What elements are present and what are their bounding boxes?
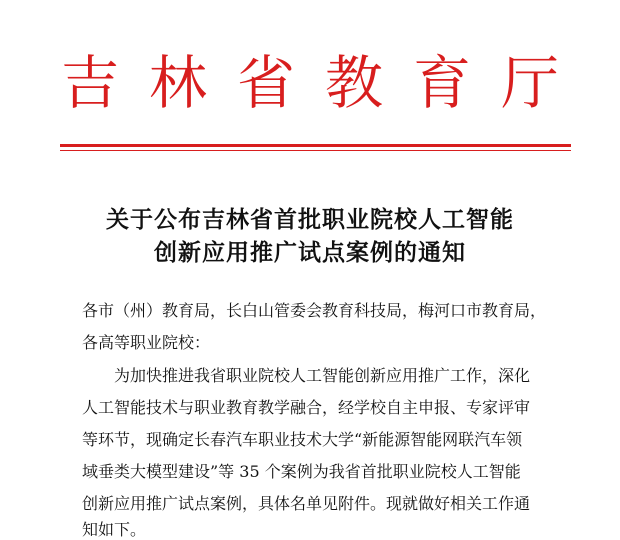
body-line-3: 等环节，现确定长春汽车职业技术大学“新能源智能网联汽车领 <box>82 430 523 449</box>
body-line-2: 人工智能技术与职业教育教学融合，经学校自主申报、专家评审 <box>82 398 531 417</box>
document-title-line-1: 关于公布吉林省首批职业院校人工智能 <box>106 206 514 233</box>
body-line-4: 域垂类大模型建设”等 35 个案例为我省首批职业院校人工智能 <box>82 462 521 481</box>
document-title-line-2: 创新应用推广试点案例的通知 <box>154 239 466 266</box>
masthead-divider-thin <box>60 150 571 151</box>
body-line-6: 知如下。 <box>82 520 147 539</box>
issuer-masthead: 吉林省教育厅 <box>60 49 589 117</box>
body-line-1: 为加快推进我省职业院校人工智能创新应用推广工作，深化 <box>82 366 531 385</box>
salutation-line-2: 各高等职业院校： <box>82 333 211 352</box>
salutation-line-1: 各市（州）教育局，长白山管委会教育科技局，梅河口市教育局， <box>82 301 547 320</box>
body-line-5: 创新应用推广试点案例，具体名单见附件。现就做好相关工作通 <box>82 494 531 513</box>
masthead-divider-thick <box>60 144 571 147</box>
